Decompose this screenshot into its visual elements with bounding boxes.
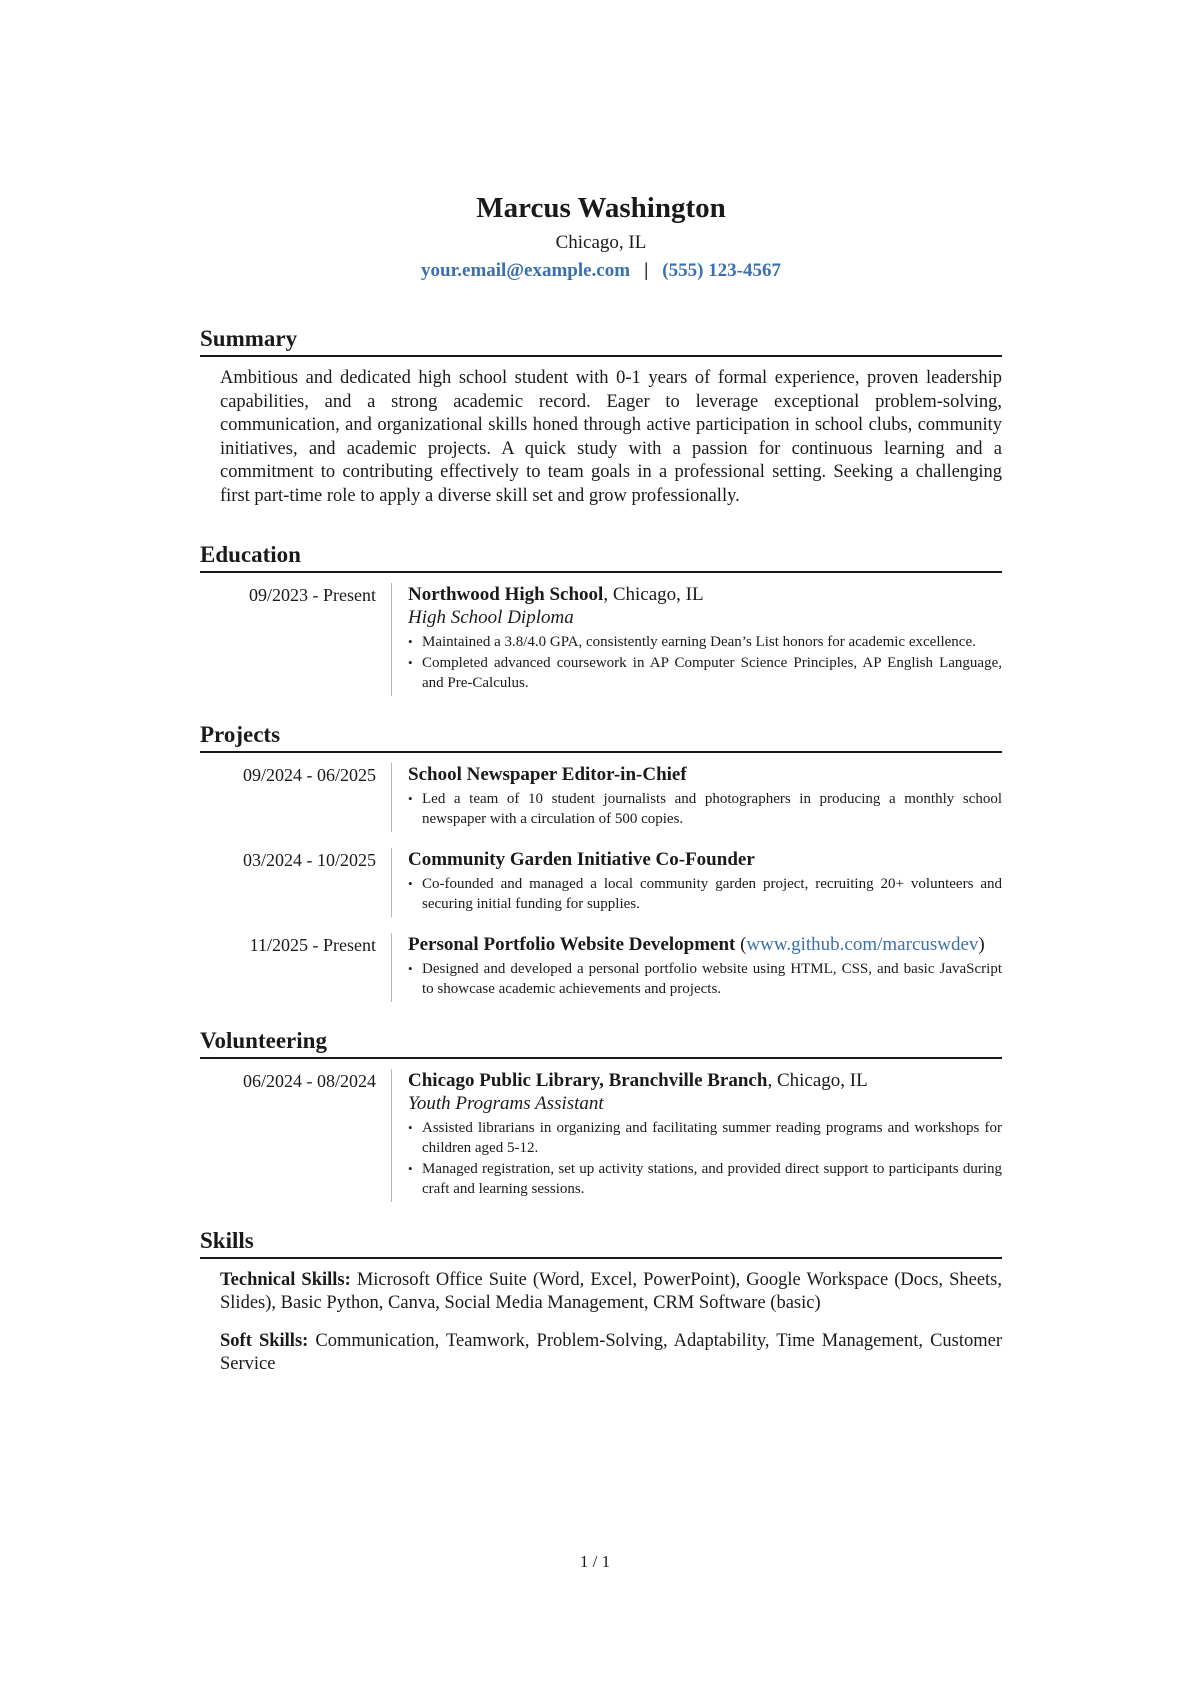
- entry-date: 06/2024 - 08/2024: [243, 1070, 376, 1091]
- entry-date: 11/2025 - Present: [249, 934, 376, 955]
- entry-bullets: [408, 959, 1002, 1000]
- entry-bullets: [408, 789, 1002, 830]
- candidate-location: Chicago, IL: [555, 232, 647, 253]
- bullet-item: • Managed registration, set up activity stations, and provided direct support to participants during craft and learning sessions.: [408, 1159, 1002, 1200]
- entry-body: [391, 933, 1002, 1002]
- project-name: School Newspaper Editor-in-Chief: [408, 763, 687, 785]
- phone-link[interactable]: (555) 123-4567: [662, 260, 781, 281]
- section-title-education: Education: [200, 540, 1002, 573]
- entry-location: , Chicago, IL: [603, 584, 704, 605]
- soft-skills: [220, 1330, 1002, 1377]
- project-name: Personal Portfolio Website Development: [408, 933, 736, 955]
- github-link[interactable]: www.github.com/marcuswdev: [746, 933, 979, 955]
- technical-skills: [220, 1269, 1002, 1316]
- entry-heading: [408, 1069, 1002, 1092]
- soft-skills-list: Communication, Teamwork, Problem-Solving, Adaptability, Time Management, Customer Service: [220, 1330, 1003, 1374]
- entry-location: , Chicago, IL: [767, 1069, 868, 1091]
- section-title-volunteering: Volunteering: [200, 1026, 1002, 1059]
- entry-date: 09/2023 - Present: [249, 585, 376, 605]
- entry-bullets: [408, 874, 1002, 915]
- skills-section: [200, 1226, 1002, 1377]
- entry-body: [391, 763, 1002, 832]
- entry-heading: [408, 583, 1002, 606]
- entry-organization: Chicago Public Library, Branchville Branch: [408, 1069, 768, 1091]
- page-number: 1 / 1: [579, 1552, 611, 1571]
- email-link[interactable]: your.email@example.com: [421, 260, 631, 281]
- summary-text: Ambitious and dedicated high school student with 0-1 years of formal experience, proven leadership capabilities, and a strong academic record. Eager to leverage exceptional problem-solving, communication, and organizational skills honed through active participation in school clubs, community initiatives, and academic projects. A quick study with a passion for continuous learning and a commitment to contributing effectively to team goals in a professional setting. Seeking a challenging first part-time role to apply a diverse skill set and grow professionally.: [220, 368, 1002, 506]
- bullet-item: • Completed advanced coursework in AP Computer Science Principles, AP English Language, and Pre-Calculus.: [408, 653, 1002, 694]
- entry-date: 09/2024 - 06/2025: [243, 764, 376, 785]
- entry-heading: [408, 848, 1002, 871]
- section-title-summary: Summary: [200, 324, 1002, 357]
- bullet-item: • Led a team of 10 student journalists and photographers in producing a monthly school newspaper with a circulation of 500 copies.: [408, 789, 1002, 830]
- resume-header: [200, 190, 1002, 284]
- skills-body: [200, 1269, 1002, 1377]
- entry-body: [391, 848, 1002, 917]
- summary-section: [200, 324, 1002, 508]
- project-entry: [200, 848, 1002, 917]
- entry-role: High School Diploma: [408, 607, 574, 628]
- project-name: Community Garden Initiative Co-Founder: [408, 848, 755, 870]
- soft-skills-label: Soft Skills:: [220, 1330, 309, 1351]
- entry-role: Youth Programs Assistant: [408, 1092, 604, 1114]
- volunteering-section: [200, 1026, 1002, 1202]
- contact-line: [200, 258, 1002, 284]
- bullet-item: • Assisted librarians in organizing and facilitating summer reading programs and workshops for children aged 5-12.: [408, 1118, 1002, 1159]
- entry-organization: Northwood High School: [408, 584, 604, 605]
- entry-heading: [408, 933, 1002, 956]
- projects-section: [200, 720, 1002, 1002]
- bullet-item: • Designed and developed a personal portfolio website using HTML, CSS, and basic JavaScript to showcase academic achievements and projects.: [408, 959, 1002, 1000]
- volunteering-entry: [200, 1069, 1002, 1202]
- education-section: [200, 540, 1002, 696]
- entry-heading: [408, 763, 1002, 786]
- bullet-item: • Co-founded and managed a local community garden project, recruiting 20+ volunteers and securing initial funding for supplies.: [408, 874, 1002, 915]
- entry-body: [391, 1069, 1002, 1202]
- candidate-name: Marcus Washington: [476, 192, 726, 224]
- section-title-projects: Projects: [200, 720, 1002, 753]
- link-paren-open: (: [735, 933, 747, 955]
- project-entry: [200, 763, 1002, 832]
- education-entry: [200, 583, 1002, 696]
- contact-separator: |: [644, 260, 649, 281]
- technical-skills-list: Microsoft Office Suite (Word, Excel, PowerPoint), Google Workspace (Docs, Sheets, Slides), Basic Python, Canva, Social Media Management, CRM Software (basic): [220, 1269, 1002, 1313]
- technical-skills-label: Technical Skills:: [220, 1269, 351, 1290]
- entry-date: 03/2024 - 10/2025: [243, 849, 376, 870]
- entry-bullets: [408, 1118, 1002, 1200]
- bullet-item: • Maintained a 3.8/4.0 GPA, consistently earning Dean’s List honors for academic excellence.: [408, 632, 1002, 653]
- section-title-skills: Skills: [200, 1226, 1002, 1259]
- link-paren-close: ): [978, 933, 985, 955]
- resume-page: [200, 190, 1002, 1391]
- entry-body: [391, 583, 1002, 696]
- entry-bullets: [408, 632, 1002, 694]
- project-entry: [200, 933, 1002, 1002]
